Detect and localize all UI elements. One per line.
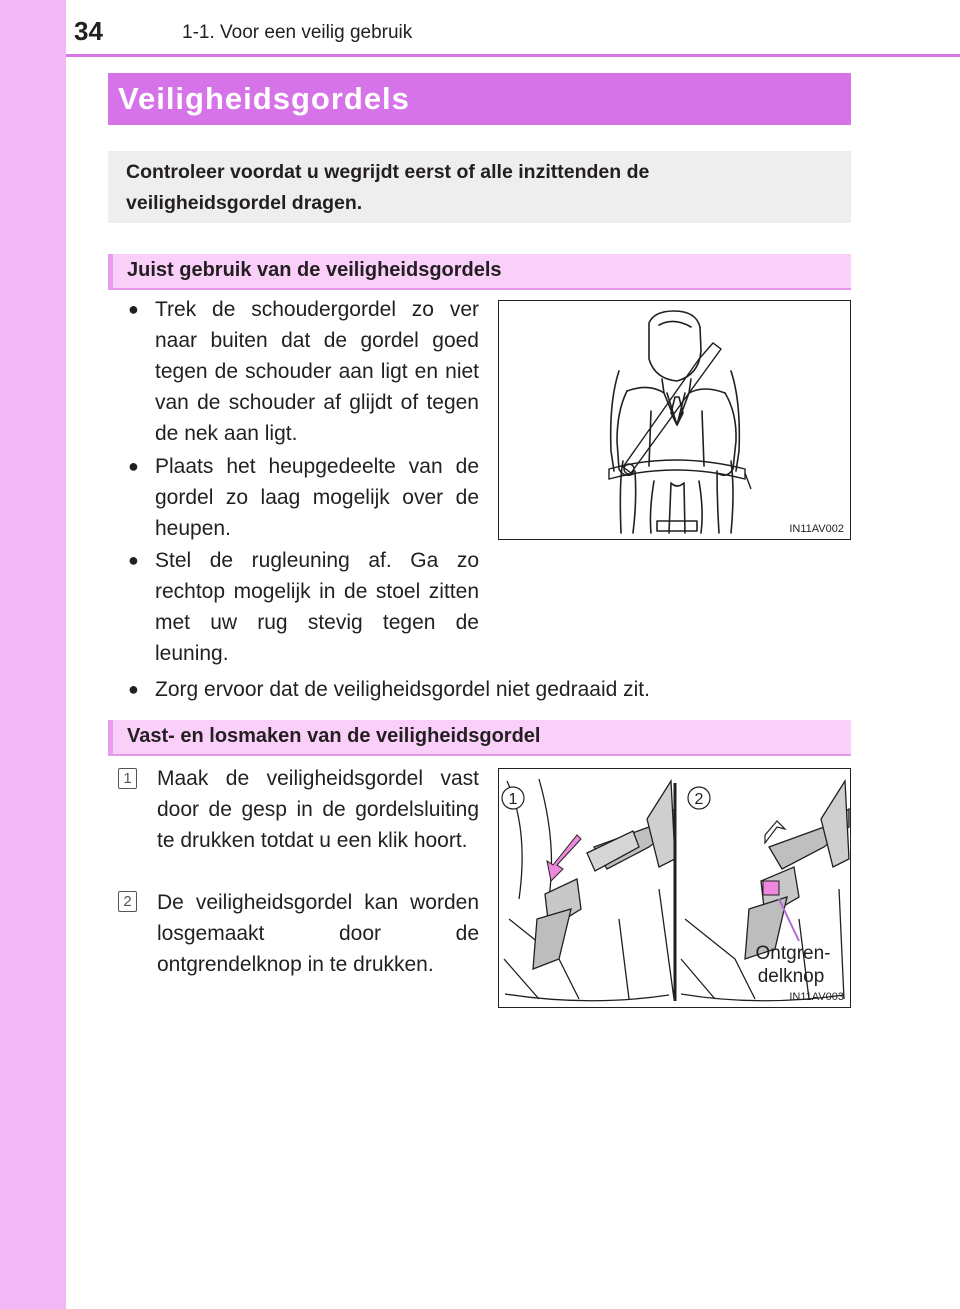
step-text: Maak de veiligheidsgordel vast door de gesp in de gordelsluiting te drukken totdat u een klik hoort.: [157, 767, 479, 852]
bullet-text: Trek de schoudergordel zo ver naar buiten dat de gordel goed tegen de schouder aan ligt en niet van de schouder af glijdt of tegen de nek aan ligt.: [155, 298, 479, 445]
bullet-text: Stel de rugleuning af. Ga zo rechtop mogelijk in de stoel zitten met uw rug stevig tegen de leuning.: [155, 549, 479, 665]
page-title: Veiligheidsgordels: [118, 81, 410, 116]
buckle-drawing: [499, 769, 850, 1007]
panel-label: 2: [694, 791, 704, 808]
step-number-badge: 2: [118, 891, 137, 912]
seated-person-illustration: [498, 300, 851, 540]
section-heading-fasten-release: [108, 720, 851, 756]
bullet-dot-icon: ●: [128, 550, 139, 570]
intro-text: Controleer voordat u wegrijdt eerst of alle inzittenden de veiligheidsgordel dragen.: [126, 161, 650, 214]
bullet-dot-icon: ●: [128, 456, 139, 476]
page-number: 34: [74, 16, 103, 46]
figure-code: IN11AV002: [789, 523, 844, 535]
bullet-dot-icon: ●: [128, 679, 139, 699]
bullet-text: Zorg ervoor dat de veiligheidsgordel niet gedraaid zit.: [155, 678, 650, 701]
section-heading-correct-use: [108, 254, 851, 290]
page-title-band: [108, 73, 851, 125]
header-divider: [66, 54, 960, 57]
section-heading-text: Juist gebruik van de veiligheidsgordels: [127, 259, 502, 281]
release-button-label: Ontgren-: [755, 943, 831, 964]
side-tab-bar: [0, 0, 66, 1309]
seated-person-drawing: [499, 301, 850, 539]
bullet-item: [128, 451, 479, 544]
bullet-item: [128, 674, 828, 705]
intro-box: [108, 151, 851, 223]
bullet-dot-icon: ●: [128, 299, 139, 319]
step-number-badge: 1: [118, 768, 137, 789]
step-text: De veiligheidsgordel kan worden losgemaakt door de ontgrendelknop in te drukken.: [157, 891, 479, 976]
section-heading-text: Vast- en losmaken van de veiligheidsgordel: [127, 725, 541, 747]
bullet-item: [128, 294, 479, 449]
buckle-illustration: [498, 768, 851, 1008]
bullet-item: [128, 545, 479, 669]
release-button-label: delknop: [757, 966, 825, 987]
chapter-title: 1-1. Voor een veilig gebruik: [182, 22, 413, 43]
bullet-text: Plaats het heupgedeelte van de gordel zo laag mogelijk over de heupen.: [155, 455, 479, 540]
panel-label: 1: [508, 791, 518, 808]
figure-code: IN11AV003: [789, 991, 844, 1003]
